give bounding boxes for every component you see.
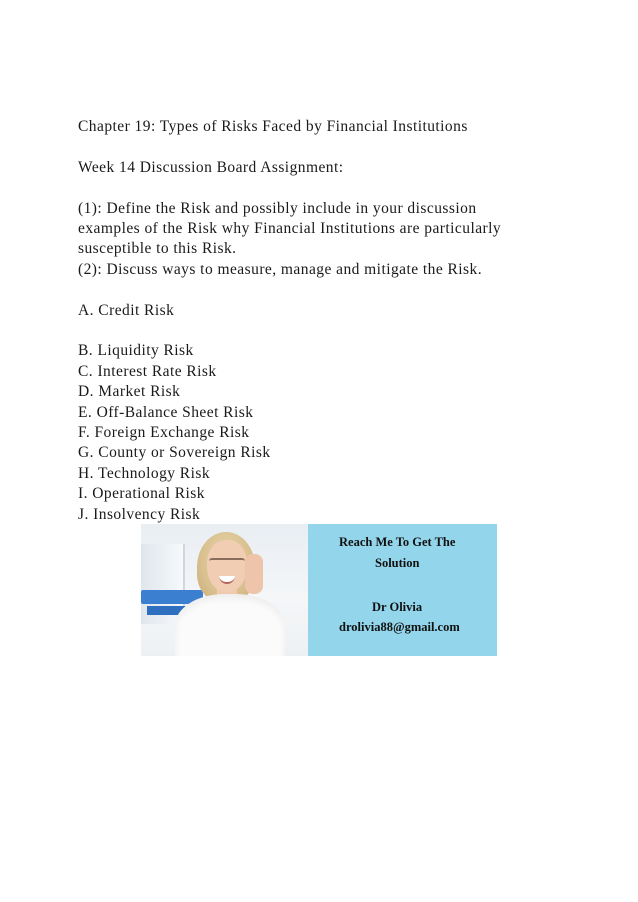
contact-name: Dr Olivia bbox=[372, 600, 423, 614]
banner-headline: Reach Me To Get The bbox=[339, 535, 456, 549]
instruction-line: (2): Discuss ways to measure, manage and mitigate the Risk. bbox=[78, 260, 483, 278]
chapter-title: Chapter 19: Types of Risks Faced by Financial Institutions bbox=[78, 118, 468, 135]
contact-email: drolivia88@gmail.com bbox=[339, 620, 460, 634]
risk-item: G. County or Sovereign Risk bbox=[78, 444, 271, 462]
woman-photo bbox=[141, 524, 308, 656]
risk-item: F. Foreign Exchange Risk bbox=[78, 424, 250, 442]
risk-item: H. Technology Risk bbox=[78, 464, 211, 482]
instruction-line: (1): Define the Risk and possibly include in your discussion bbox=[78, 199, 477, 217]
risk-item: I. Operational Risk bbox=[78, 485, 205, 503]
instruction-line: examples of the Risk why Financial Institutions are particularly bbox=[78, 220, 502, 237]
assignment-heading: Week 14 Discussion Board Assignment: bbox=[78, 158, 344, 176]
banner-subheadline: Solution bbox=[375, 556, 420, 570]
risk-item: D. Market Risk bbox=[78, 383, 181, 401]
contact-banner bbox=[141, 524, 497, 656]
instruction-line: susceptible to this Risk. bbox=[78, 240, 237, 258]
risk-item: B. Liquidity Risk bbox=[78, 342, 194, 360]
contact-info-panel bbox=[308, 524, 497, 656]
document-body bbox=[78, 117, 578, 525]
risk-item: C. Interest Rate Risk bbox=[78, 362, 217, 380]
risk-item: J. Insolvency Risk bbox=[78, 505, 201, 523]
risk-item: A. Credit Risk bbox=[78, 301, 175, 319]
risk-item: E. Off-Balance Sheet Risk bbox=[78, 403, 254, 421]
